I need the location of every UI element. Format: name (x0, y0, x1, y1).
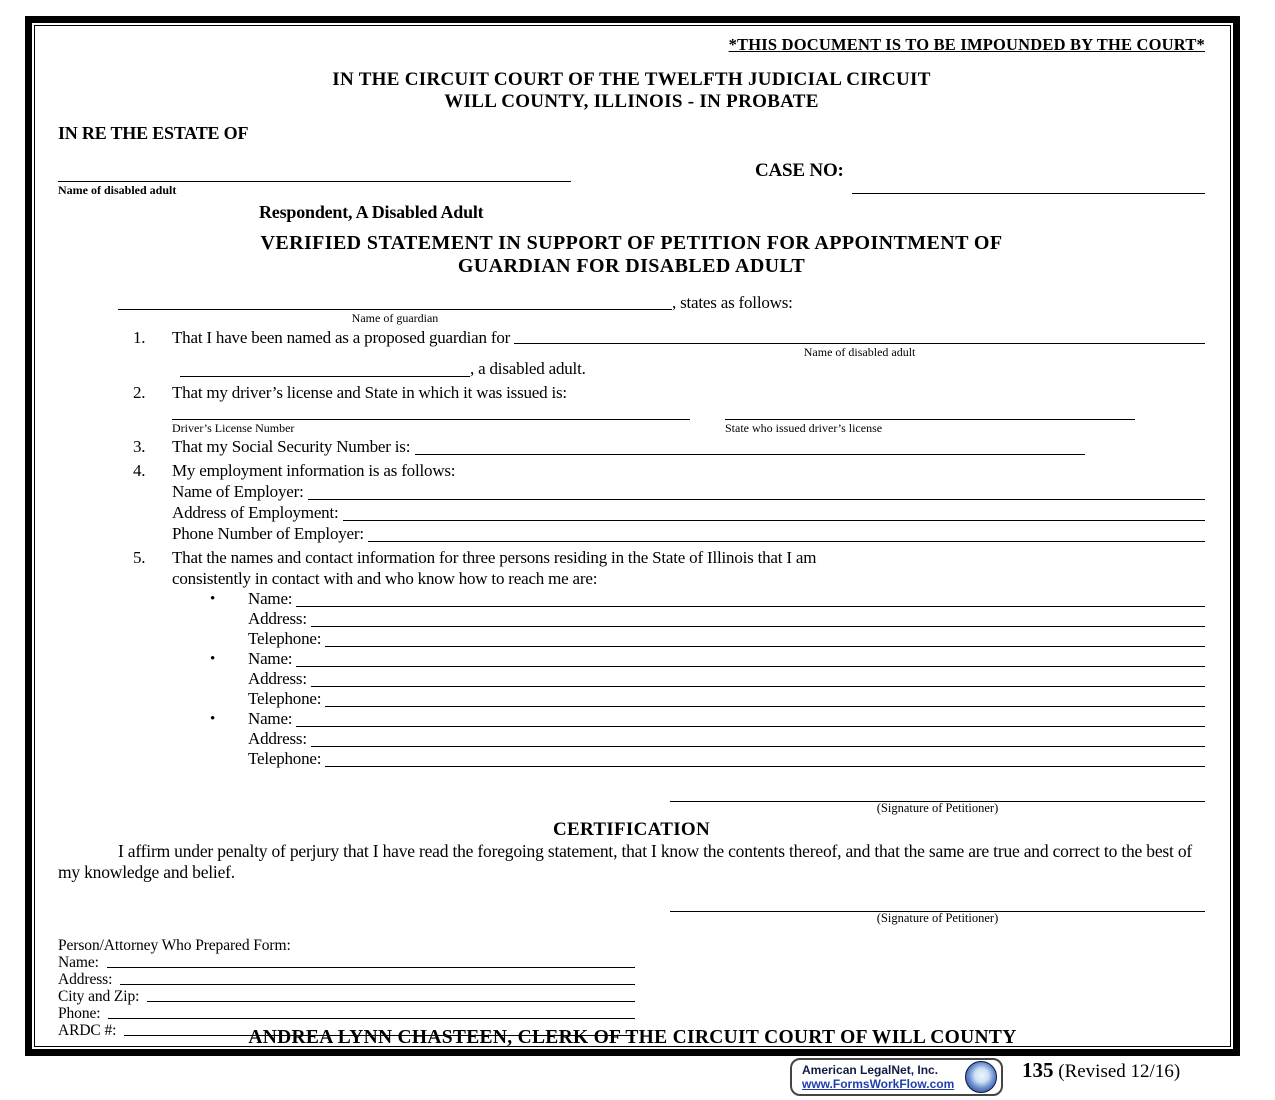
fill-in-line (514, 327, 1205, 344)
clerk-of-court-line: ANDREA LYNN CHASTEEN, CLERK OF THE CIRCUIT COURT OF WILL COUNTY (248, 1027, 1017, 1048)
list-item-5 (58, 547, 1205, 769)
fill-in-line (296, 709, 1205, 727)
signature-line (670, 895, 1205, 912)
item-4-body (172, 460, 1205, 544)
certification-heading: CERTIFICATION (552, 819, 710, 840)
fill-in-line (107, 954, 635, 968)
respondent-line: Respondent, A Disabled Adult (259, 202, 484, 222)
license-state-caption: State who issued driver’s license (725, 421, 883, 435)
guardian-name-caption: Name of guardian (351, 311, 439, 325)
court-heading (58, 69, 1205, 113)
fill-in-line (180, 358, 470, 377)
in-re-estate-line: IN RE THE ESTATE OF (58, 123, 249, 143)
guardian-name-field (118, 292, 672, 324)
contact-1-telephone-row (172, 629, 1205, 649)
contact-3-name-row (172, 709, 1205, 729)
petitioner-signature-block-1 (670, 785, 1205, 815)
item-3-number: 3. (133, 437, 146, 456)
contact-telephone-label: Telephone: (248, 689, 326, 708)
bullet-icon: • (210, 591, 216, 607)
american-legalnet-text (802, 1063, 965, 1091)
document-content (32, 23, 1233, 1049)
contact-3-telephone-row (172, 749, 1205, 769)
preparer-name-row (58, 954, 635, 971)
item-5-body (172, 547, 1205, 769)
fill-in-line (108, 1005, 635, 1019)
item-2-text: That my driver’s license and State in which it was issued is: (172, 383, 567, 402)
item-1-name-field (514, 327, 1205, 358)
item-2-fields-row (172, 403, 1205, 433)
caption-spacer (571, 159, 755, 196)
fill-in-line (325, 689, 1205, 707)
contact-address-label: Address: (248, 609, 311, 628)
contact-name-label: Name: (248, 709, 297, 728)
preparer-heading: Person/Attorney Who Prepared Form: (58, 937, 291, 954)
fill-in-line (325, 629, 1205, 647)
fill-in-line (296, 649, 1205, 667)
form-number: 135 (1022, 1058, 1054, 1082)
contact-address-label: Address: (248, 729, 311, 748)
petitioner-signature-block-2 (670, 895, 1205, 925)
contact-address-label: Address: (248, 669, 311, 688)
item-5-text-line1: That the names and contact information for three persons residing in the State of Illinois that I am (172, 548, 817, 567)
item-1-body (172, 327, 1205, 379)
item-1-name-caption: Name of disabled adult (803, 345, 916, 359)
fill-in-line (120, 971, 635, 985)
court-heading-line2: WILL COUNTY, ILLINOIS - IN PROBATE (444, 91, 819, 112)
fill-in-line (368, 523, 1205, 542)
contact-name-label: Name: (248, 589, 297, 608)
contact-2-name-row (172, 649, 1205, 669)
item-5-text-line2: consistently in contact with and who know how to reach me are: (172, 569, 598, 588)
preparer-phone-label: Phone: (58, 1005, 105, 1022)
field-gap (690, 403, 725, 433)
preparer-block (58, 937, 635, 1039)
states-as-follows-text: , states as follows: (672, 293, 793, 312)
item-4-number: 4. (133, 461, 146, 480)
revision-label: (Revised 12/16) (1058, 1061, 1181, 1082)
fill-in-line (308, 481, 1205, 500)
contact-2-telephone-row (172, 689, 1205, 709)
preparer-address-row (58, 971, 635, 988)
fill-in-line (311, 729, 1205, 747)
form-title-line2: GUARDIAN FOR DISABLED ADULT (457, 255, 806, 277)
preparer-city-zip-label: City and Zip: (58, 988, 144, 1005)
employer-phone-label: Phone Number of Employer: (172, 524, 368, 543)
item-5-number: 5. (133, 548, 146, 567)
preparer-ardc-label: ARDC #: (58, 1022, 121, 1039)
bullet-icon: • (210, 651, 216, 667)
case-no-fill-in-line (852, 159, 1205, 194)
list-item-4 (58, 460, 1205, 544)
item-1-line2 (172, 358, 1205, 379)
fill-in-line (58, 159, 571, 182)
contact-1-name-row (172, 589, 1205, 609)
contact-telephone-label: Telephone: (248, 749, 326, 768)
guardian-statement-row (58, 292, 1205, 324)
employment-address-row (172, 502, 1205, 523)
fill-in-line (147, 988, 635, 1002)
disabled-adult-name-caption: Name of disabled adult (58, 183, 177, 197)
american-legalnet-logo-box (790, 1058, 1003, 1096)
court-heading-line1: IN THE CIRCUIT COURT OF THE TWELFTH JUDICIAL CIRCUIT (332, 69, 931, 90)
fill-in-line (325, 749, 1205, 767)
item-2-number: 2. (133, 383, 146, 402)
form-number-revision (1022, 1058, 1180, 1084)
contact-3-address-row (172, 729, 1205, 749)
drivers-license-caption: Driver’s License Number (172, 421, 295, 435)
preparer-city-zip-row (58, 988, 635, 1005)
license-state-field (725, 403, 1135, 433)
fill-in-line (172, 403, 690, 420)
bullet-icon: • (210, 711, 216, 727)
list-item-3 (58, 436, 1205, 457)
disabled-adult-name-field (58, 159, 571, 196)
fill-in-line (311, 609, 1205, 627)
globe-icon (965, 1061, 997, 1093)
employer-phone-row (172, 523, 1205, 544)
form-title (58, 232, 1205, 278)
signature-caption: (Signature of Petitioner) (876, 911, 999, 925)
certification-body: I affirm under penalty of perjury that I have read the foregoing statement, that I know the contents thereof, and that the same are true and correct to the best of my knowledge and belief. (58, 841, 1193, 882)
employer-name-label: Name of Employer: (172, 482, 308, 501)
fill-in-line (343, 502, 1205, 521)
item-3-row (172, 436, 1205, 457)
form-title-line1: VERIFIED STATEMENT IN SUPPORT OF PETITION FOR APPOINTMENT OF (260, 232, 1003, 254)
preparer-address-label: Address: (58, 971, 117, 988)
contact-1-address-row (172, 609, 1205, 629)
ssn-fill-in-line (415, 436, 1085, 455)
case-no-label: CASE NO: (755, 160, 844, 181)
list-item-2 (58, 382, 1205, 433)
list-item-1 (58, 327, 1205, 379)
item-1-text: That I have been named as a proposed guardian for (172, 328, 515, 347)
signature-caption: (Signature of Petitioner) (876, 801, 999, 815)
caption-row (58, 159, 1205, 196)
item-1-line1 (172, 327, 1205, 358)
signature-line (670, 785, 1205, 802)
contact-2-address-row (172, 669, 1205, 689)
fill-in-line (118, 292, 672, 310)
american-legalnet-company: American LegalNet, Inc. (802, 1063, 939, 1077)
fill-in-line (296, 589, 1205, 607)
item-1-number: 1. (133, 328, 146, 347)
item-3-text: That my Social Security Number is: (172, 437, 411, 456)
formsworkflow-link[interactable]: www.FormsWorkFlow.com (802, 1077, 955, 1091)
item-1-continuation: , a disabled adult. (470, 359, 586, 378)
contact-name-label: Name: (248, 649, 297, 668)
impound-notice: *THIS DOCUMENT IS TO BE IMPOUNDED BY THE COURT* (728, 35, 1205, 54)
preparer-name-label: Name: (58, 954, 103, 971)
item-4-text: My employment information is as follows: (172, 461, 456, 480)
employer-name-row (172, 481, 1205, 502)
employment-address-label: Address of Employment: (172, 503, 343, 522)
fill-in-line (311, 669, 1205, 687)
fill-in-line (725, 403, 1135, 420)
item-2-body (172, 382, 1205, 433)
document-border-frame (25, 16, 1240, 1056)
contact-telephone-label: Telephone: (248, 629, 326, 648)
item-3-body (172, 436, 1205, 457)
drivers-license-field (172, 403, 690, 433)
preparer-phone-row (58, 1005, 635, 1022)
